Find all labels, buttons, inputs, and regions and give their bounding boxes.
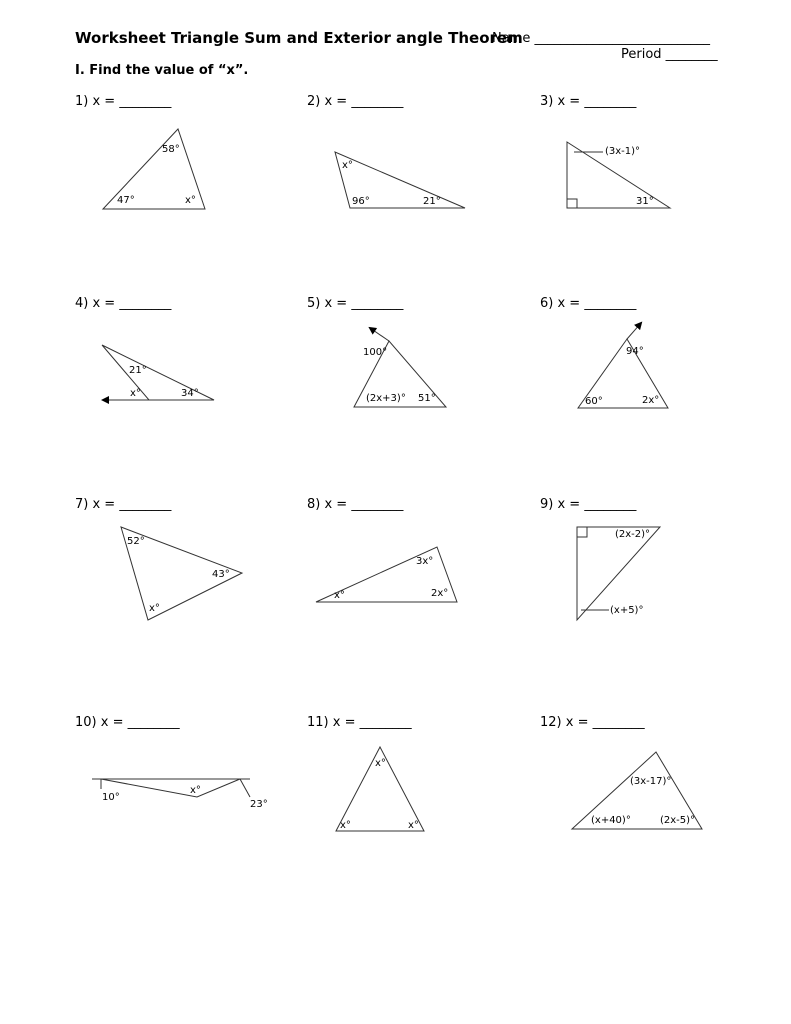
triangle-5-angle-left: (2x+3)° [366,393,406,404]
name-field-label: Name ___________________________ [492,31,710,46]
triangle-3 [567,142,670,208]
triangle-10 [92,779,268,810]
triangle-2-angle-top: x° [342,160,353,171]
triangle-3-angle-top: (3x-1)° [605,146,641,157]
triangle-7-angle-top: 52° [127,536,145,547]
triangle-11 [336,747,424,831]
problem-6-label: 6) x = ________ [540,296,637,311]
triangle-11-angle-top: x° [375,758,386,769]
triangle-10-tick-right [240,779,250,797]
triangle-5-extension-arrow [370,328,389,341]
triangle-1 [103,129,205,209]
triangle-4-angle-x: x° [130,388,141,399]
triangle-6-angle-left: 60° [585,396,603,407]
triangle-3-right-angle-mark [567,199,577,208]
triangle-6-extension-arrow [627,323,641,339]
triangle-7 [121,527,242,620]
triangle-1-angle-right: x° [185,195,196,206]
triangle-8-angle-right: 2x° [431,588,449,599]
triangle-8-angle-top: 3x° [416,556,434,567]
triangle-7-angle-bottom: x° [149,603,160,614]
worksheet-title: Worksheet Triangle Sum and Exterior angle Theorem [75,29,523,47]
triangle-10-angle-left: 10° [102,792,120,803]
section-heading: I. Find the value of “x”. [75,63,249,78]
problem-12-label: 12) x = ________ [540,715,645,730]
triangle-7-angle-right: 43° [212,569,230,580]
triangle-11-angle-left: x° [340,820,351,831]
triangle-4-angle-34: 34° [181,388,199,399]
triangle-2 [335,152,465,208]
triangle-4-angle-21: 21° [129,365,147,376]
period-field-label: Period ________ [621,47,718,62]
problem-10-label: 10) x = ________ [75,715,180,730]
triangle-6 [578,323,668,408]
triangle-9 [577,527,660,620]
triangle-9-angle-top-right: (2x-2)° [615,529,651,540]
triangle-11-angle-right: x° [408,820,419,831]
triangle-10-shape [101,779,240,797]
triangle-8-angle-left: x° [334,590,345,601]
triangle-2-angle-right: 21° [423,196,441,207]
triangle-8 [316,547,457,602]
problem-2-label: 2) x = ________ [307,94,404,109]
triangle-1-angle-left: 47° [117,195,135,206]
problem-8-label: 8) x = ________ [307,497,404,512]
triangle-12 [572,752,702,829]
problem-4-label: 4) x = ________ [75,296,172,311]
problem-5-label: 5) x = ________ [307,296,404,311]
triangle-9-right-angle-mark [577,527,587,537]
triangle-6-angle-right: 2x° [642,395,660,406]
triangle-12-angle-top: (3x-17)° [630,776,672,787]
triangle-12-angle-left: (x+40)° [591,815,631,826]
problem-1-label: 1) x = ________ [75,94,172,109]
problem-11-label: 11) x = ________ [307,715,412,730]
triangle-5-angle-exterior: 100° [363,347,388,358]
triangle-9-angle-bottom: (x+5)° [610,605,644,616]
triangle-1-angle-top: 58° [162,144,180,155]
triangle-10-angle-right: 23° [250,799,268,810]
triangle-2-angle-left: 96° [352,196,370,207]
triangle-4 [102,345,214,400]
triangle-6-angle-exterior: 94° [626,346,644,357]
triangle-5 [354,328,446,407]
triangle-12-angle-right: (2x-5)° [660,815,696,826]
problem-3-label: 3) x = ________ [540,94,637,109]
problem-9-label: 9) x = ________ [540,497,637,512]
problem-7-label: 7) x = ________ [75,497,172,512]
triangle-3-angle-right: 31° [636,196,654,207]
triangle-5-angle-right: 51° [418,393,436,404]
triangle-10-angle-middle: x° [190,785,201,796]
